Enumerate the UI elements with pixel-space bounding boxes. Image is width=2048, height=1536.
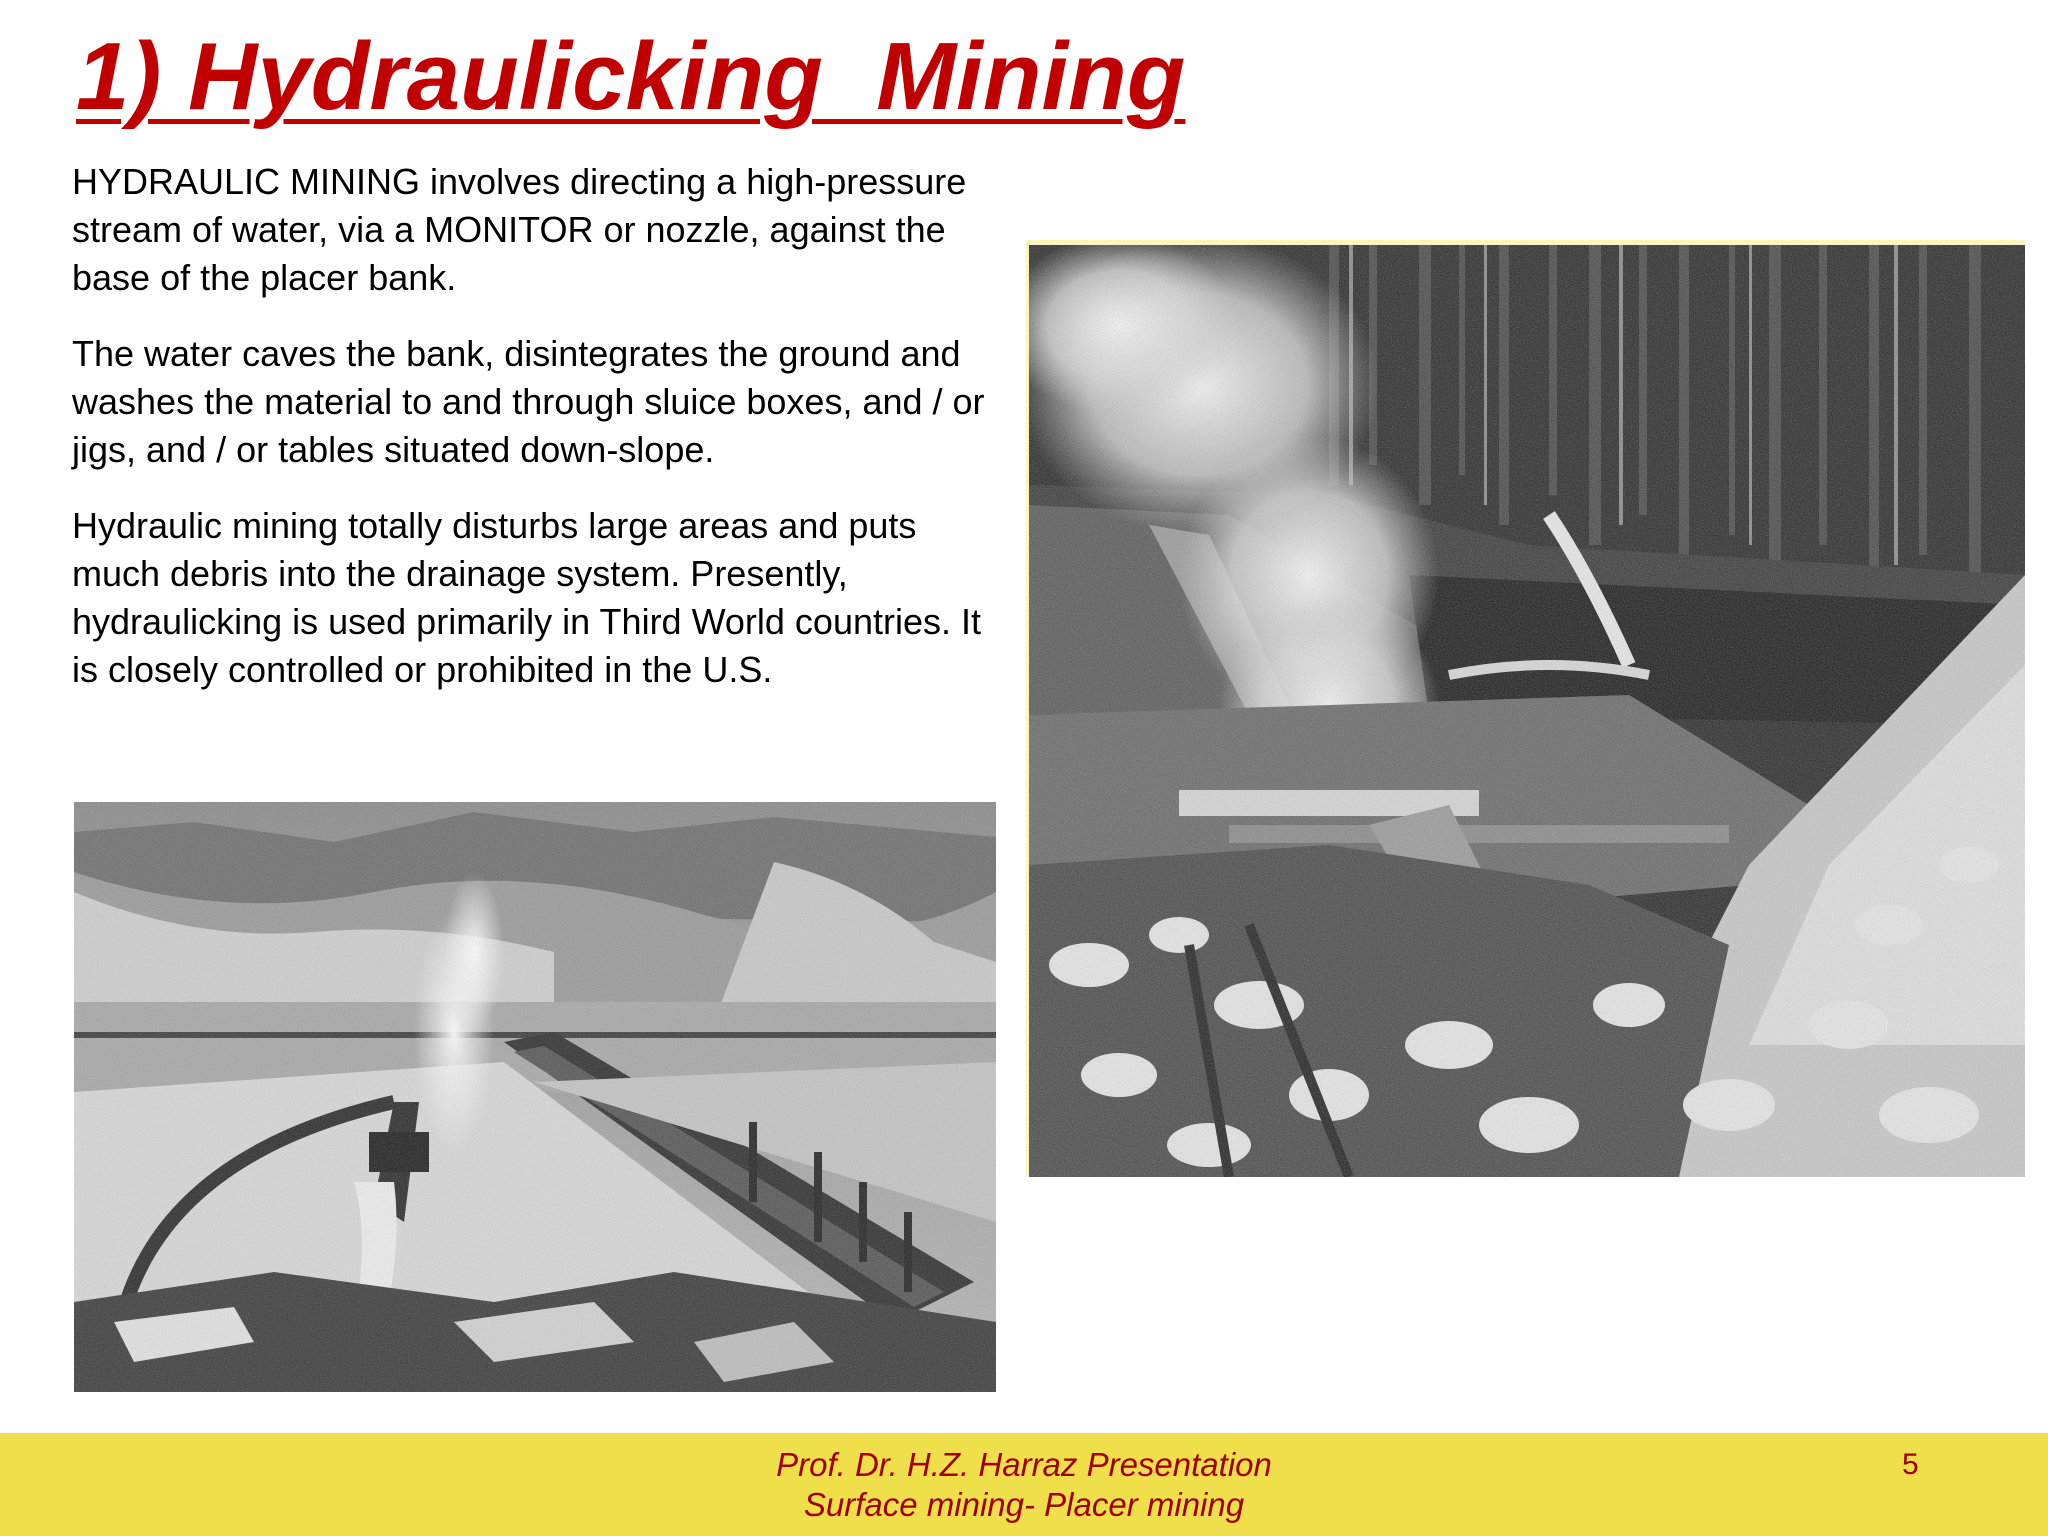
footer-credit bbox=[0, 1445, 2048, 1525]
footer-presenter: Prof. Dr. H.Z. Harraz Presentation bbox=[776, 1446, 1272, 1483]
paragraph-hydraulic-mining-definition: HYDRAULIC MINING involves directing a high-pressure stream of water, via a MONITOR or nozzle, against the base of the placer bank. bbox=[72, 161, 967, 298]
footer-topic: Surface mining- Placer mining bbox=[803, 1486, 1245, 1523]
paragraph-water-process: The water caves the bank, disintegrates the ground and washes the material to and through sluice boxes, and / or jigs, and / or tables situated down-slope. bbox=[72, 333, 985, 470]
page-number: 5 bbox=[1902, 1448, 1919, 1481]
hydraulic-monitor-photo bbox=[74, 802, 996, 1392]
hydraulic-mining-site-photo bbox=[1026, 240, 2025, 1177]
body-text bbox=[72, 158, 1002, 722]
slide-title: 1) Hydraulicking Mining bbox=[76, 23, 1186, 130]
paragraph-environmental-impact: Hydraulic mining totally disturbs large areas and puts much debris into the drainage system. Presently, hydraulicking is used primarily in Third World countries. It is closely controlled or prohibited in the U.S. bbox=[72, 505, 982, 690]
